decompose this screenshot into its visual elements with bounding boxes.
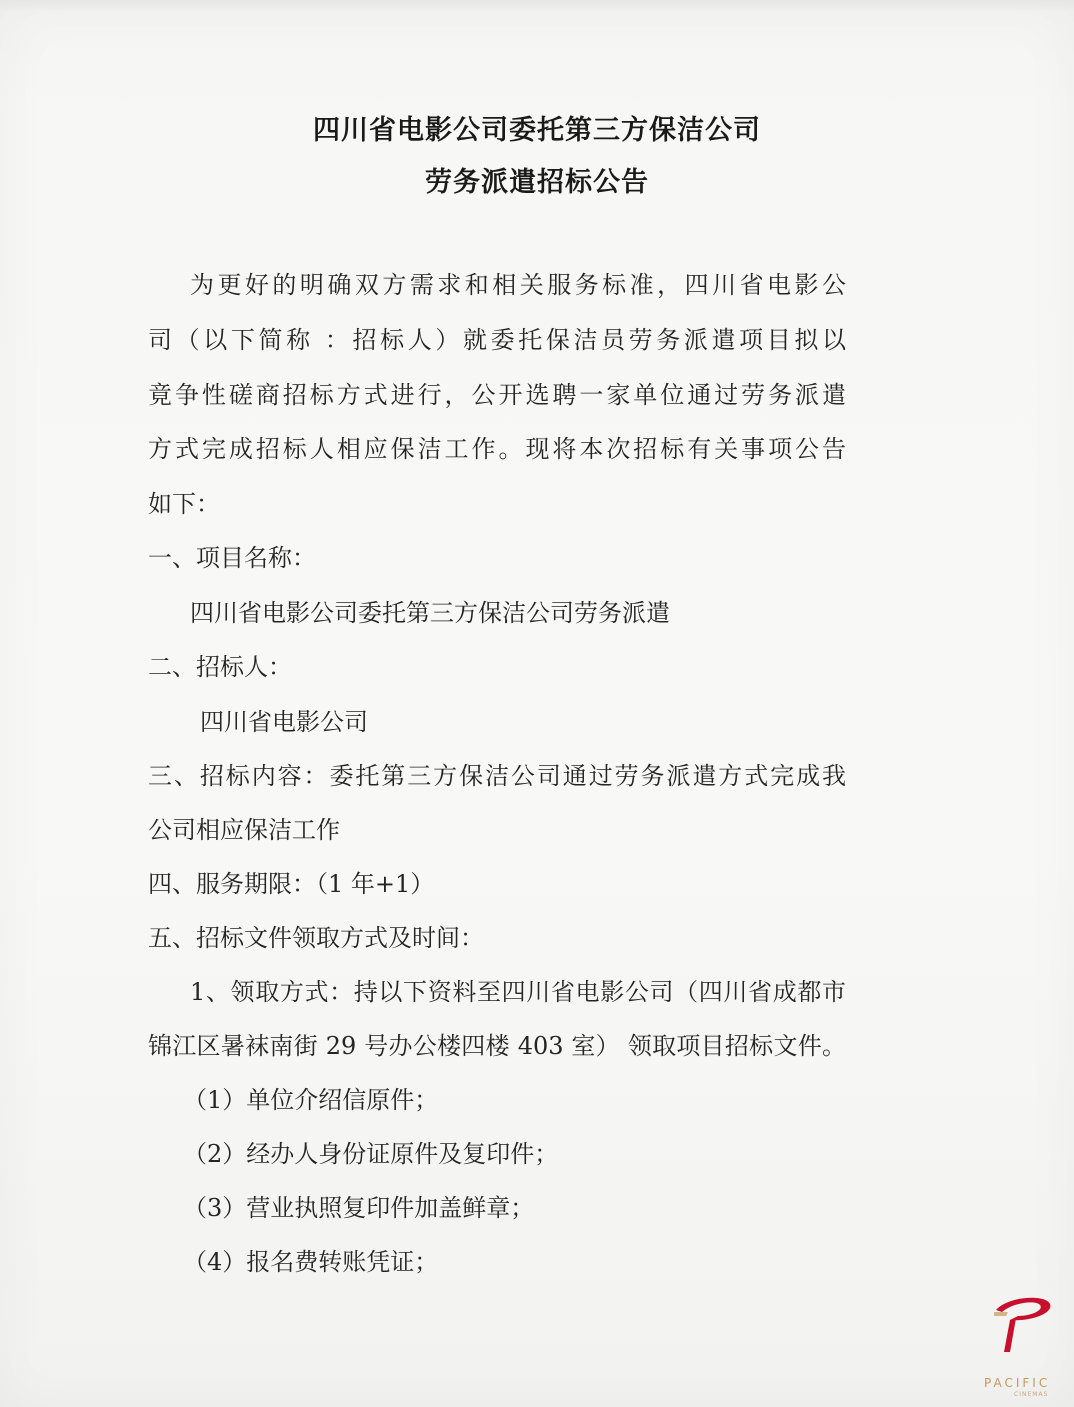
document-title-line1: 四川省电影公司委托第三方保洁公司 [313, 115, 761, 146]
logo-wordmark: PACIFIC [984, 1376, 1051, 1390]
section5-method-line1: 1、领取方式：持以下资料至四川省电影公司（四川省成都市 [190, 978, 846, 1006]
section5-item-2: （2）经办人身份证原件及复印件； [183, 1140, 559, 1168]
section1-heading: 一、项目名称： [148, 544, 316, 572]
section5-heading: 五、招标文件领取方式及时间： [148, 924, 484, 952]
section1-value: 四川省电影公司委托第三方保洁公司劳务派遣 [190, 599, 670, 627]
pacific-p-mark-icon [988, 1290, 1058, 1370]
section2-heading: 二、招标人： [148, 653, 292, 681]
intro-line-5: 如下： [148, 490, 220, 518]
document-title-line2: 劳务派遣招标公告 [425, 167, 649, 198]
page-top-edge [0, 0, 1074, 12]
section4-text: 四、服务期限：（1 年+1） [148, 870, 435, 898]
section5-item-1: （1）单位介绍信原件； [183, 1086, 439, 1114]
section3-line2: 公司相应保洁工作 [148, 816, 340, 844]
section2-value: 四川省电影公司 [200, 708, 368, 736]
intro-line-2: 司（以下简称 ：招标人）就委托保洁员劳务派遣项目拟以 [148, 326, 846, 354]
section5-item-3: （3）营业执照复印件加盖鲜章； [183, 1194, 535, 1222]
logo-subtext: CINEMAS [1014, 1391, 1049, 1398]
pacific-cinemas-logo [970, 1290, 1070, 1400]
intro-line-3: 竟争性磋商招标方式进行，公开选聘一家单位通过劳务派遣 [148, 381, 846, 409]
intro-line-4: 方式完成招标人相应保洁工作。现将本次招标有关事项公告 [148, 435, 846, 463]
section5-method-line2: 锦江区暑袜南街 29 号办公楼四楼 403 室） 领取项目招标文件。 [148, 1032, 846, 1060]
section5-item-4: （4）报名费转账凭证； [183, 1248, 439, 1276]
intro-line-1: 为更好的明确双方需求和相关服务标准，四川省电影公 [190, 271, 846, 299]
section3-line1: 三、招标内容：委托第三方保洁公司通过劳务派遣方式完成我 [148, 762, 846, 790]
